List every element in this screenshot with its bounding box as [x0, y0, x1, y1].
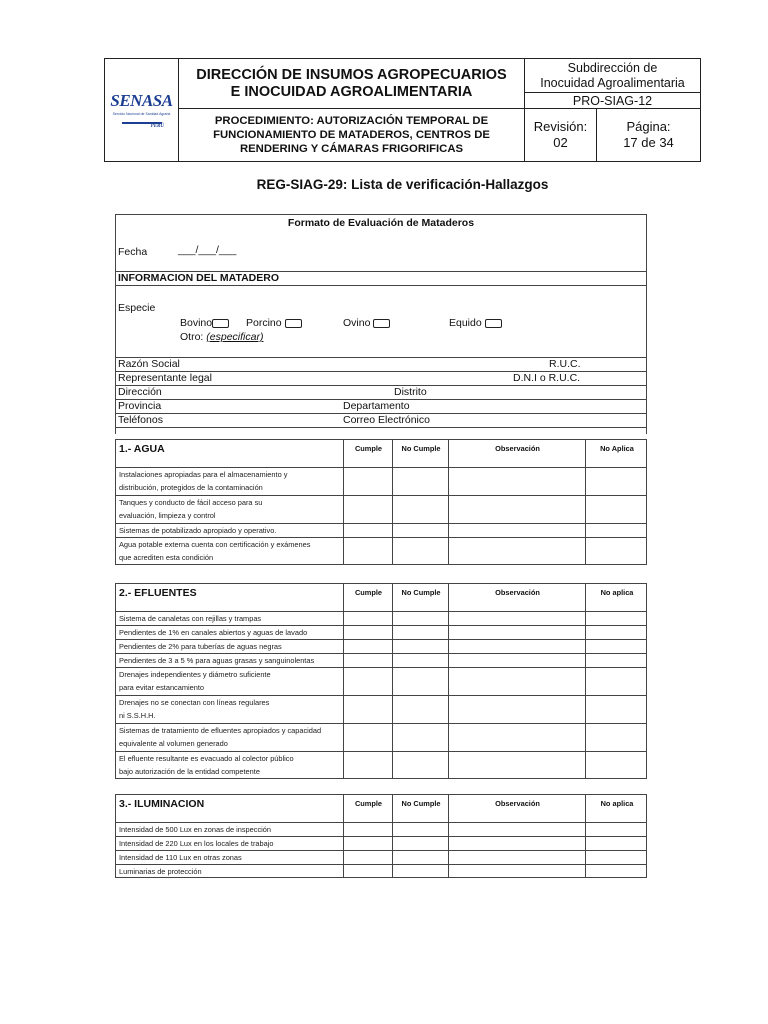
- checklist-item-line: Pendientes de 2% para tuberías de aguas negras: [119, 642, 282, 651]
- procedure-line3: RENDERING Y CÁMARAS FRIGORIFICAS: [239, 143, 464, 155]
- checklist-row[interactable]: [116, 496, 646, 524]
- checklist-row[interactable]: [116, 612, 646, 626]
- checklist-item-line: Intensidad de 220 Lux en los locales de trabajo: [119, 839, 274, 848]
- column-header: Observación: [495, 444, 540, 453]
- checklist-item-text: [119, 497, 262, 522]
- checklist-item-line: equivalente al volumen generado: [119, 738, 228, 748]
- checklist-row[interactable]: [116, 865, 646, 879]
- fecha-row: [115, 214, 647, 272]
- checklist-item-text: [119, 852, 242, 865]
- direccion-label: Dirección: [118, 386, 162, 398]
- column-header: Cumple: [354, 444, 383, 453]
- header-title: [179, 59, 525, 109]
- revision: [525, 109, 597, 161]
- checklist-item-text: [119, 655, 314, 668]
- section-3: [115, 794, 647, 878]
- checklist-item-text: [119, 838, 274, 851]
- ruc-label: R.U.C.: [549, 358, 581, 370]
- checklist-item-line: Instalaciones apropiadas para el almacenamiento y: [119, 470, 288, 479]
- header-title-line1: DIRECCIÓN DE INSUMOS AGROPECUARIOS: [196, 66, 507, 83]
- section-header-row: [116, 584, 646, 612]
- revision-label: Revisión:: [533, 119, 588, 134]
- checklist-row[interactable]: [116, 538, 646, 566]
- checklist-row[interactable]: [116, 524, 646, 538]
- checklist-item-line: Sistemas de tratamiento de efluentes apropiados y capacidad: [119, 726, 322, 735]
- checklist-item-text: [119, 669, 271, 694]
- section-2: [115, 583, 647, 779]
- page-value: 17 de 34: [623, 135, 674, 150]
- column-header: Cumple: [354, 588, 383, 597]
- document-header: [104, 58, 701, 162]
- column-header: No Cumple: [401, 588, 441, 597]
- procedure-line1: PROCEDIMIENTO: AUTORIZACIÓN TEMPORAL DE: [214, 115, 489, 127]
- column-header: No Cumple: [401, 444, 441, 453]
- subdireccion-line2: Inocuidad Agroalimentaria: [540, 75, 685, 90]
- direccion-row: [115, 386, 647, 400]
- info-title: INFORMACION DEL MATADERO: [118, 272, 279, 284]
- logo-subtitle: Servicio Nacional de Sanidad Agraria: [112, 112, 171, 117]
- checklist-item-line: Intensidad de 110 Lux en otras zonas: [119, 853, 242, 862]
- checklist-row[interactable]: [116, 626, 646, 640]
- otro-label: Otro:: [180, 331, 204, 343]
- checklist-item-text: [119, 697, 269, 722]
- checklist-item-line: para evitar estancamiento: [119, 682, 205, 692]
- species-ovino[interactable]: [343, 317, 390, 329]
- header-title-line2: E INOCUIDAD AGROALIMENTARIA: [230, 83, 473, 100]
- column-header: No aplica: [600, 799, 634, 808]
- document-title: REG-SIAG-29: Lista de verificación-Hallazgos: [256, 177, 549, 192]
- equido-checkbox[interactable]: [485, 319, 502, 328]
- correo-label: Correo Electrónico: [343, 414, 430, 426]
- checklist-item-line: ni S.S.H.H.: [119, 710, 156, 720]
- column-header: Observación: [495, 588, 540, 597]
- column-header: Cumple: [354, 799, 383, 808]
- razon-social-label: Razón Social: [118, 358, 180, 370]
- checklist-item-text: [119, 824, 271, 837]
- checklist-row[interactable]: [116, 640, 646, 654]
- species-bovino[interactable]: [180, 317, 229, 329]
- provincia-label: Provincia: [118, 400, 162, 412]
- species-porcino-label: Porcino: [246, 317, 282, 329]
- fecha-label: Fecha: [118, 246, 148, 258]
- procedure-line2: FUNCIONAMIENTO DE MATADEROS, CENTROS DE: [213, 129, 490, 141]
- checklist-row[interactable]: [116, 851, 646, 865]
- checklist-row[interactable]: [116, 724, 646, 752]
- section-title: 2.- EFLUENTES: [119, 587, 197, 599]
- column-header: No Aplica: [600, 444, 634, 453]
- checklist-item-line: Drenajes no se conectan con líneas regulares: [119, 698, 270, 707]
- species-equido-label: Equido: [449, 317, 482, 329]
- checklist-item-text: [119, 613, 261, 626]
- telefonos-row: [115, 414, 647, 428]
- checklist-item-text: [119, 753, 294, 778]
- procedure-title: [179, 109, 525, 161]
- checklist-row[interactable]: [116, 823, 646, 837]
- checklist-item-text: [119, 641, 282, 654]
- subdireccion: [525, 59, 700, 93]
- checklist-item-text: [119, 627, 307, 640]
- logo-cell: [105, 59, 179, 161]
- subdireccion-line1: Subdirección de: [567, 60, 658, 75]
- checklist-item-text: [119, 539, 310, 564]
- checklist-item-line: bajo autorización de la entidad competente: [119, 766, 260, 776]
- bovino-checkbox[interactable]: [212, 319, 229, 328]
- document-code: PRO-SIAG-12: [525, 93, 700, 109]
- column-header: No Cumple: [401, 799, 441, 808]
- departamento-label: Departamento: [343, 400, 410, 412]
- otro-value[interactable]: (especificar): [206, 331, 264, 343]
- section-header-row: [116, 795, 646, 823]
- provincia-row: [115, 400, 647, 414]
- checklist-item-line: distribución, protegidos de la contaminación: [119, 482, 263, 492]
- checklist-row[interactable]: [116, 696, 646, 724]
- species-bovino-label: Bovino: [180, 317, 213, 329]
- checklist-item-line: Intensidad de 500 Lux en zonas de inspección: [119, 825, 272, 834]
- checklist-row[interactable]: [116, 752, 646, 780]
- page-number: [597, 109, 700, 161]
- checklist-row[interactable]: [116, 468, 646, 496]
- checklist-row[interactable]: [116, 837, 646, 851]
- checklist-row[interactable]: [116, 654, 646, 668]
- checklist-item-line: Sistema de canaletas con rejillas y trampas: [119, 614, 262, 623]
- representante-label: Representante legal: [118, 372, 212, 384]
- evaluation-form: [115, 214, 647, 876]
- checklist-item-text: [119, 866, 202, 879]
- razon-social-row: [115, 358, 647, 372]
- checklist-item-line: Pendientes de 3 a 5 % para aguas grasas y sanguinolentas: [119, 656, 315, 665]
- section-header-row: [116, 440, 646, 468]
- checklist-item-line: El efluente resultante es evacuado al colector público: [119, 754, 294, 763]
- checklist-item-line: Agua potable externa cuenta con certificación y exámenes: [119, 540, 311, 549]
- especie-label: Especie: [118, 302, 156, 314]
- checklist-item-line: Sistemas de potabilizado apropiado y operativo.: [119, 526, 277, 535]
- dni-label: D.N.I o R.U.C.: [513, 372, 581, 384]
- checklist-item-line: evaluación, limpieza y control: [119, 510, 216, 520]
- checklist-row[interactable]: [116, 668, 646, 696]
- checklist-item-line: Luminarias de protección: [119, 867, 202, 876]
- column-header: Observación: [495, 799, 540, 808]
- porcino-checkbox[interactable]: [285, 319, 302, 328]
- section-title: 1.- AGUA: [119, 443, 165, 455]
- distrito-label: Distrito: [394, 386, 427, 398]
- checklist-item-text: [119, 525, 276, 538]
- species-porcino[interactable]: [246, 317, 302, 329]
- checklist-item-text: [119, 725, 321, 750]
- section-title: 3.- ILUMINACION: [119, 798, 205, 810]
- especie-row: [115, 286, 647, 358]
- checklist-item-line: Pendientes de 1% en canales abiertos y aguas de lavado: [119, 628, 308, 637]
- ovino-checkbox[interactable]: [373, 319, 390, 328]
- checklist-item-line: que acrediten esta condición: [119, 552, 214, 562]
- form-title: Formato de Evaluación de Mataderos: [287, 217, 475, 229]
- column-header: No aplica: [600, 588, 634, 597]
- logo-country: PERÚ: [150, 123, 164, 129]
- telefonos-label: Teléfonos: [118, 414, 163, 426]
- revision-value: 02: [553, 135, 568, 150]
- senasa-logo: SENASA: [110, 91, 173, 111]
- species-equido[interactable]: [449, 317, 502, 329]
- species-ovino-label: Ovino: [343, 317, 371, 329]
- representante-row: [115, 372, 647, 386]
- page-label: Página:: [626, 119, 671, 134]
- otro-row: [180, 331, 263, 343]
- checklist-item-line: Drenajes independientes y diámetro suficiente: [119, 670, 271, 679]
- checklist-item-text: [119, 469, 287, 494]
- section-1: [115, 439, 647, 565]
- fecha-value[interactable]: ___/___/___: [178, 244, 237, 256]
- info-title-row: [115, 272, 647, 286]
- checklist-item-line: Tanques y conducto de fácil acceso para su: [119, 498, 263, 507]
